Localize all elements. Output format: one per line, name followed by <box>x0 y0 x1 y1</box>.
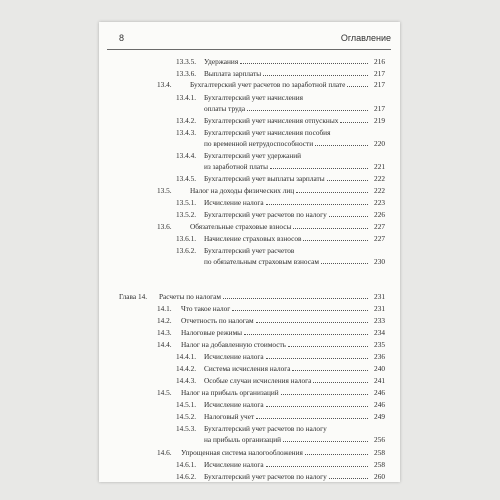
dot-leader <box>340 122 368 123</box>
toc-entry-number: 13.5.2. <box>176 210 197 219</box>
toc-entry-number: 14.6.1. <box>176 460 197 469</box>
toc-entry-page: 231 <box>374 292 385 301</box>
toc-entry-page: 222 <box>374 186 385 195</box>
toc-entry-page: 221 <box>374 162 385 171</box>
toc-entry-page: 216 <box>374 57 385 66</box>
toc-entry-page: 227 <box>374 222 385 231</box>
toc-entry-page: 222 <box>374 174 385 183</box>
toc-entry-number: 14.4.2. <box>176 364 197 373</box>
toc-entry-number: 13.6. <box>157 222 172 231</box>
dot-leader <box>232 310 368 311</box>
dot-leader <box>327 180 368 181</box>
toc-entry-number: 14.5.1. <box>176 400 197 409</box>
toc-entry-page: 234 <box>374 328 385 337</box>
dot-leader <box>292 370 368 371</box>
dot-leader <box>321 263 368 264</box>
toc-entry-page: 223 <box>374 198 385 207</box>
toc-entry-number: 14.4.1. <box>176 352 197 361</box>
dot-leader <box>313 382 368 383</box>
toc-entry-title: Обязательные страховые взносы <box>190 222 292 231</box>
toc-entry-number: 13.4.5. <box>176 174 197 183</box>
toc-entry-title: Отчетность по налогам <box>181 316 254 325</box>
dot-leader <box>266 358 368 359</box>
toc-entry-title-line1: Бухгалтерский учет начисления <box>204 93 304 102</box>
toc-entry-number: 14.6.2. <box>176 472 197 481</box>
dot-leader <box>329 216 368 217</box>
toc-entry-page: 235 <box>374 340 385 349</box>
toc-entry-page: 226 <box>374 210 385 219</box>
toc-entry-title: Система исчисления налога <box>204 364 291 373</box>
toc-entry-page: 230 <box>374 257 385 266</box>
toc-entry-page: 240 <box>374 364 385 373</box>
toc-entry-title: Налог на доходы физических лиц <box>190 186 295 195</box>
toc-entry-title: по обязательным страховым взносам <box>204 257 319 266</box>
toc-entry-title: Расчеты по налогам <box>159 292 221 301</box>
dot-leader <box>244 334 368 335</box>
dot-leader <box>281 394 368 395</box>
toc-entry-number: 14.5.2. <box>176 412 197 421</box>
toc-entry-number: 13.4. <box>157 80 172 89</box>
toc-entry-title: на прибыль организаций <box>204 435 282 444</box>
toc-entry-title: Что такое налог <box>181 304 231 313</box>
toc-entry-title: Налоговый учет <box>204 412 255 421</box>
dot-leader <box>223 298 368 299</box>
toc-entry-page: 217 <box>374 104 385 113</box>
toc-entry-number: 13.6.1. <box>176 234 197 243</box>
toc-entry-page: 217 <box>374 80 385 89</box>
toc-entry-page: 236 <box>374 352 385 361</box>
toc-entry-title-line1: Бухгалтерский учет удержаний <box>204 151 302 160</box>
toc-entry-number: 13.5. <box>157 186 172 195</box>
toc-entry-number: Глава 14. <box>119 292 148 301</box>
toc-entry-number: 14.4.3. <box>176 376 197 385</box>
toc-entry-page: 256 <box>374 435 385 444</box>
dot-leader <box>256 322 368 323</box>
toc-entry-title: Бухгалтерский учет расчетов по налогу <box>204 472 327 481</box>
toc-entry-page: 219 <box>374 116 385 125</box>
toc-entry-page: 231 <box>374 304 385 313</box>
toc-entry-number: 14.5. <box>157 388 172 397</box>
dot-leader <box>247 110 368 111</box>
toc-entry-number: 13.3.5. <box>176 57 197 66</box>
toc-entry-title: Выплата зарплаты <box>204 69 262 78</box>
dot-leader <box>305 454 368 455</box>
toc-entry-number: 14.1. <box>157 304 172 313</box>
toc-entry-title: Налог на прибыль организаций <box>181 388 279 397</box>
dot-leader <box>270 168 368 169</box>
toc-entry-title: Начисление страховых взносов <box>204 234 302 243</box>
toc-entry-title: Бухгалтерский учет выплаты зарплаты <box>204 174 325 183</box>
toc-entry-title: Исчисление налога <box>204 198 264 207</box>
toc-entry-page: 258 <box>374 448 385 457</box>
toc-entry-number: 14.5.3. <box>176 424 197 433</box>
dot-leader <box>347 86 368 87</box>
toc-entry-title: по временной нетрудоспособности <box>204 139 314 148</box>
toc-entry-page: 241 <box>374 376 385 385</box>
toc-entry-title: Налог на добавленную стоимость <box>181 340 287 349</box>
toc-entry-number: 14.4. <box>157 340 172 349</box>
toc-entry-title: Налоговые режимы <box>181 328 243 337</box>
toc-entry-number: 13.4.1. <box>176 93 197 102</box>
toc-entry-number: 13.3.6. <box>176 69 197 78</box>
running-title: Оглавление <box>340 33 391 43</box>
dot-leader <box>329 478 368 479</box>
dot-leader <box>256 418 368 419</box>
toc-entry-number: 13.5.1. <box>176 198 197 207</box>
toc-entry-page: 227 <box>374 234 385 243</box>
toc-entry-number: 13.4.2. <box>176 116 197 125</box>
dot-leader <box>266 204 368 205</box>
toc-entry-number: 13.4.3. <box>176 128 197 137</box>
toc-entry-page: 220 <box>374 139 385 148</box>
toc-entry-page: 260 <box>374 472 385 481</box>
toc-entry-number: 14.2. <box>157 316 172 325</box>
dot-leader <box>283 441 368 442</box>
dot-leader <box>296 192 368 193</box>
toc-entry-number: 14.3. <box>157 328 172 337</box>
toc-entry-title: из заработной платы <box>204 162 269 171</box>
dot-leader <box>315 145 368 146</box>
toc-entry-title: Бухгалтерский учет расчетов по заработной плате <box>190 80 346 89</box>
dot-leader <box>293 228 368 229</box>
toc-entry-page: 217 <box>374 69 385 78</box>
dot-leader <box>240 63 368 64</box>
dot-leader <box>266 466 368 467</box>
toc-entry-title: Бухгалтерский учет начисления отпускных <box>204 116 339 125</box>
toc-entry-title-line1: Бухгалтерский учет расчетов <box>204 246 295 255</box>
page-number: 8 <box>119 33 125 43</box>
header-rule <box>107 49 391 50</box>
dot-leader <box>266 406 368 407</box>
toc-entry-title-line1: Бухгалтерский учет расчетов по налогу <box>204 424 327 433</box>
book-page <box>99 22 400 482</box>
toc-entry-title-line1: Бухгалтерский учет начисления пособия <box>204 128 331 137</box>
toc-entry-title: Особые случаи исчисления налога <box>204 376 312 385</box>
toc-entry-page: 258 <box>374 460 385 469</box>
dot-leader <box>303 240 368 241</box>
toc-entry-number: 13.6.2. <box>176 246 197 255</box>
toc-entry-title: Исчисление налога <box>204 400 264 409</box>
toc-entry-page: 233 <box>374 316 385 325</box>
toc-entry-title: Удержания <box>204 57 239 66</box>
toc-entry-page: 249 <box>374 412 385 421</box>
toc-entry-title: Упрощенная система налогообложения <box>181 448 303 457</box>
toc-entry-title: Исчисление налога <box>204 352 264 361</box>
toc-entry-number: 14.6. <box>157 448 172 457</box>
dot-leader <box>288 346 368 347</box>
dot-leader <box>263 75 368 76</box>
toc-entry-page: 246 <box>374 400 385 409</box>
toc-entry-title: Исчисление налога <box>204 460 264 469</box>
toc-entry-number: 13.4.4. <box>176 151 197 160</box>
toc-entry-title: Бухгалтерский учет расчетов по налогу <box>204 210 327 219</box>
toc-entry-page: 246 <box>374 388 385 397</box>
toc-entry-title: оплаты труда <box>204 104 246 113</box>
